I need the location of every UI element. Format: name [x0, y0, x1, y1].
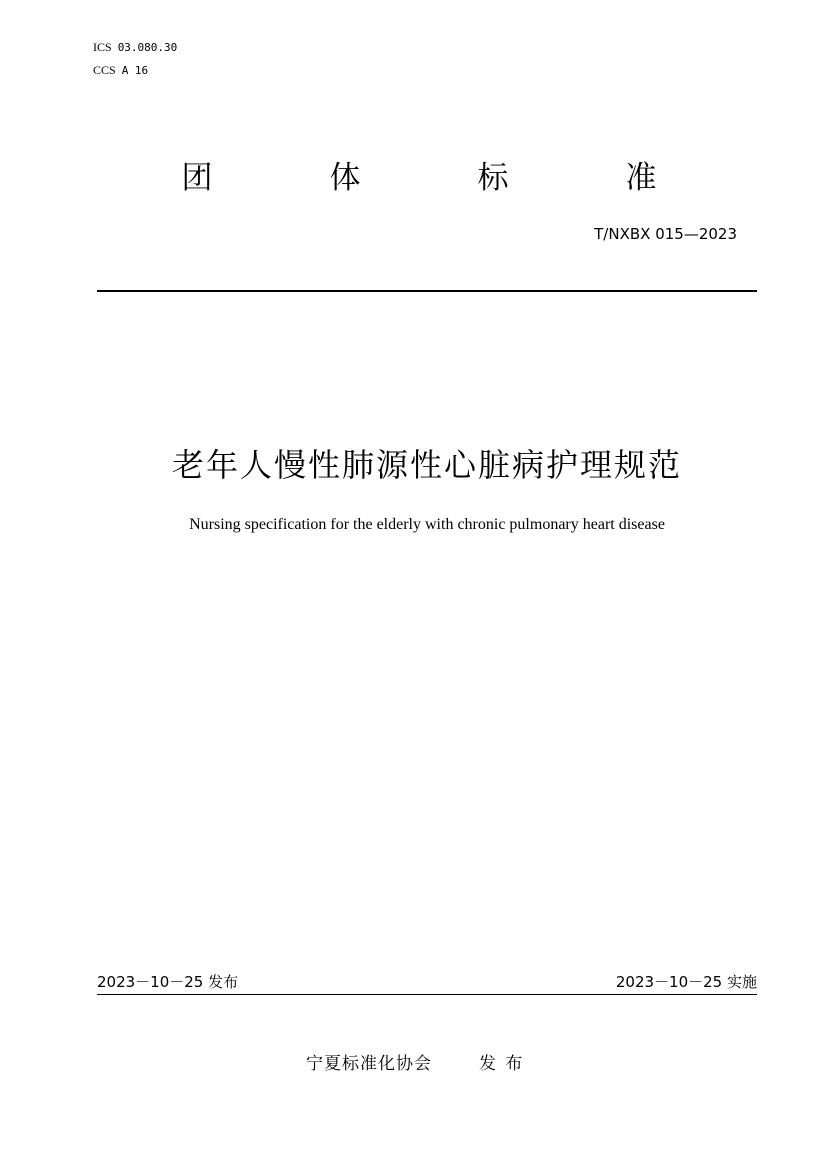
standard-type-char: 准: [625, 160, 657, 196]
bottom-divider: [97, 994, 757, 995]
ccs-value: A 16: [121, 64, 149, 77]
implement-date: 2023－10－25 实施: [615, 973, 757, 991]
ics-label: ICS: [93, 40, 112, 54]
title-chinese: 老年人慢性肺源性心脏病护理规范: [171, 446, 682, 484]
publish-date: 2023－10－25 发布: [97, 973, 239, 991]
ics-line: [93, 40, 177, 55]
standard-type-char: 团: [181, 160, 213, 196]
title-english: Nursing specification for the elderly with chronic pulmonary heart disease: [189, 516, 665, 533]
standard-type-char: 体: [329, 160, 361, 196]
ics-value: 03.080.30: [117, 41, 178, 54]
publisher-action: 发 布: [479, 1054, 525, 1074]
publisher-name: 宁夏标准化协会: [306, 1054, 432, 1074]
ccs-label: CCS: [93, 63, 116, 77]
standard-type-char: 标: [477, 160, 509, 196]
ccs-line: [93, 63, 148, 78]
top-divider: [97, 290, 757, 292]
standard-code: T/NXBX 015—2023: [594, 225, 737, 243]
